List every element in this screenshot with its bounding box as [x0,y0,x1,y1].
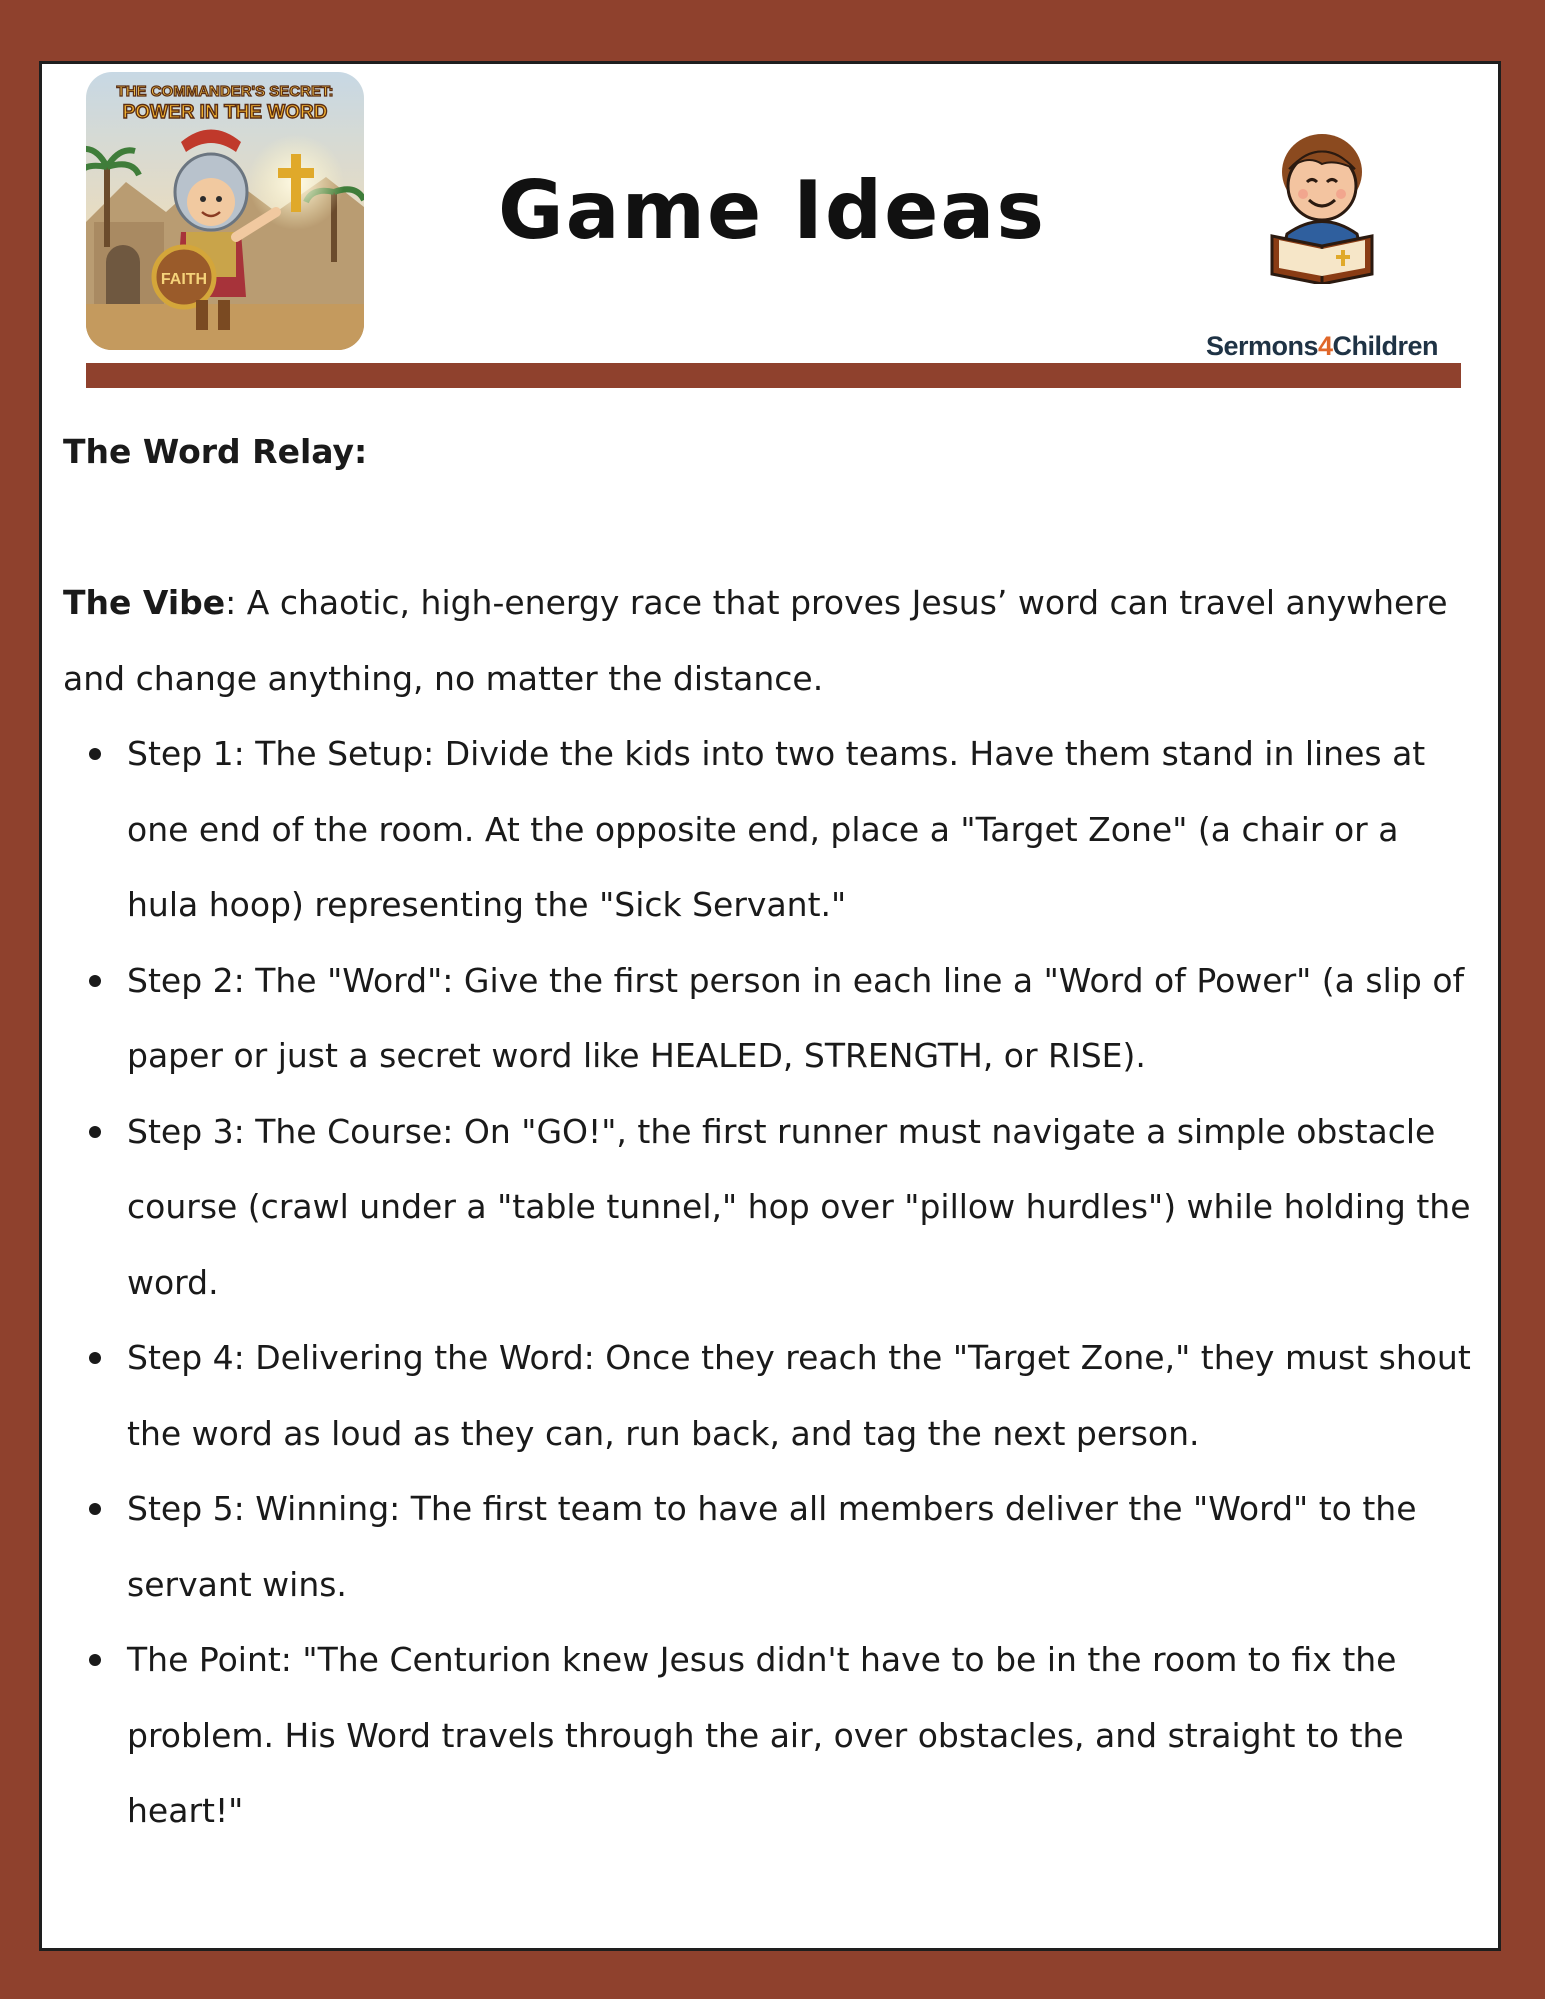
list-item [63,943,1483,1094]
bullet-icon [89,748,101,760]
step-text: Step 1: The Setup: Divide the kids into two teams. Have them stand in lines at one end of the room. At the opposite end, place a "Target Zone" (a chair or a hula hoop) representing the "Sick Servant." [127,734,1426,924]
step-text: Step 3: The Course: On "GO!", the first runner must navigate a simple obstacle course (crawl under a "table tunnel," hop over "pillow hurdles") while holding the word. [127,1111,1471,1302]
bullet-icon [89,975,101,987]
roman-soldier-cover-art-icon [86,72,364,350]
list-item [63,1471,1483,1622]
bullet-icon [89,1654,101,1666]
cover-title-line2: POWER IN THE WORD [122,102,328,123]
step-text: The Point: "The Centurion knew Jesus didn't have to be in the room to fix the problem. His Word travels through the air, over obstacles, and straight to the heart!" [127,1640,1404,1830]
game-heading: The Word Relay: [63,432,368,471]
step-text: Step 5: Winning: The first team to have all members deliver the "Word" to the servant wins. [127,1489,1417,1604]
vibe-label: The Vibe [63,583,226,622]
vibe-text: : A chaotic, high-energy race that proves Jesus’ word can travel anywhere and change anything, no matter the distance. [63,583,1448,698]
logo-name [1192,331,1452,362]
header-divider [86,363,1461,388]
bullet-icon [89,1126,101,1138]
cover-image [86,72,364,350]
logo-name-part1: Sermons [1205,331,1318,361]
step-text: Step 2: The "Word": Give the first person in each line a "Word of Power" (a slip of paper or just a secret word like HEALED, STRENGTH, or RISE). [127,960,1465,1075]
bullet-icon [89,1503,101,1515]
page-title: Game Ideas [497,164,1046,257]
sermons4children-logo [1192,124,1452,384]
list-item [63,1622,1483,1849]
logo-name-part3: Children [1332,331,1439,361]
bullet-icon [89,1352,101,1364]
step-text: Step 4: Delivering the Word: Once they reach the "Target Zone," they must shout the word as loud as they can, run back, and tag the next person. [127,1338,1471,1453]
worksheet-page [39,61,1501,1951]
list-item [63,1094,1483,1321]
game-vibe [63,565,1483,716]
list-item [63,716,1483,943]
cover-title-line1: THE COMMANDER'S SECRET: [116,83,334,100]
logo-name-part2: 4 [1318,331,1333,361]
steps-list [63,716,1483,1849]
cover-shield-text: FAITH [160,271,208,288]
list-item [63,1320,1483,1471]
boy-reading-bible-icon [1237,124,1407,284]
game-content [63,414,1483,1849]
